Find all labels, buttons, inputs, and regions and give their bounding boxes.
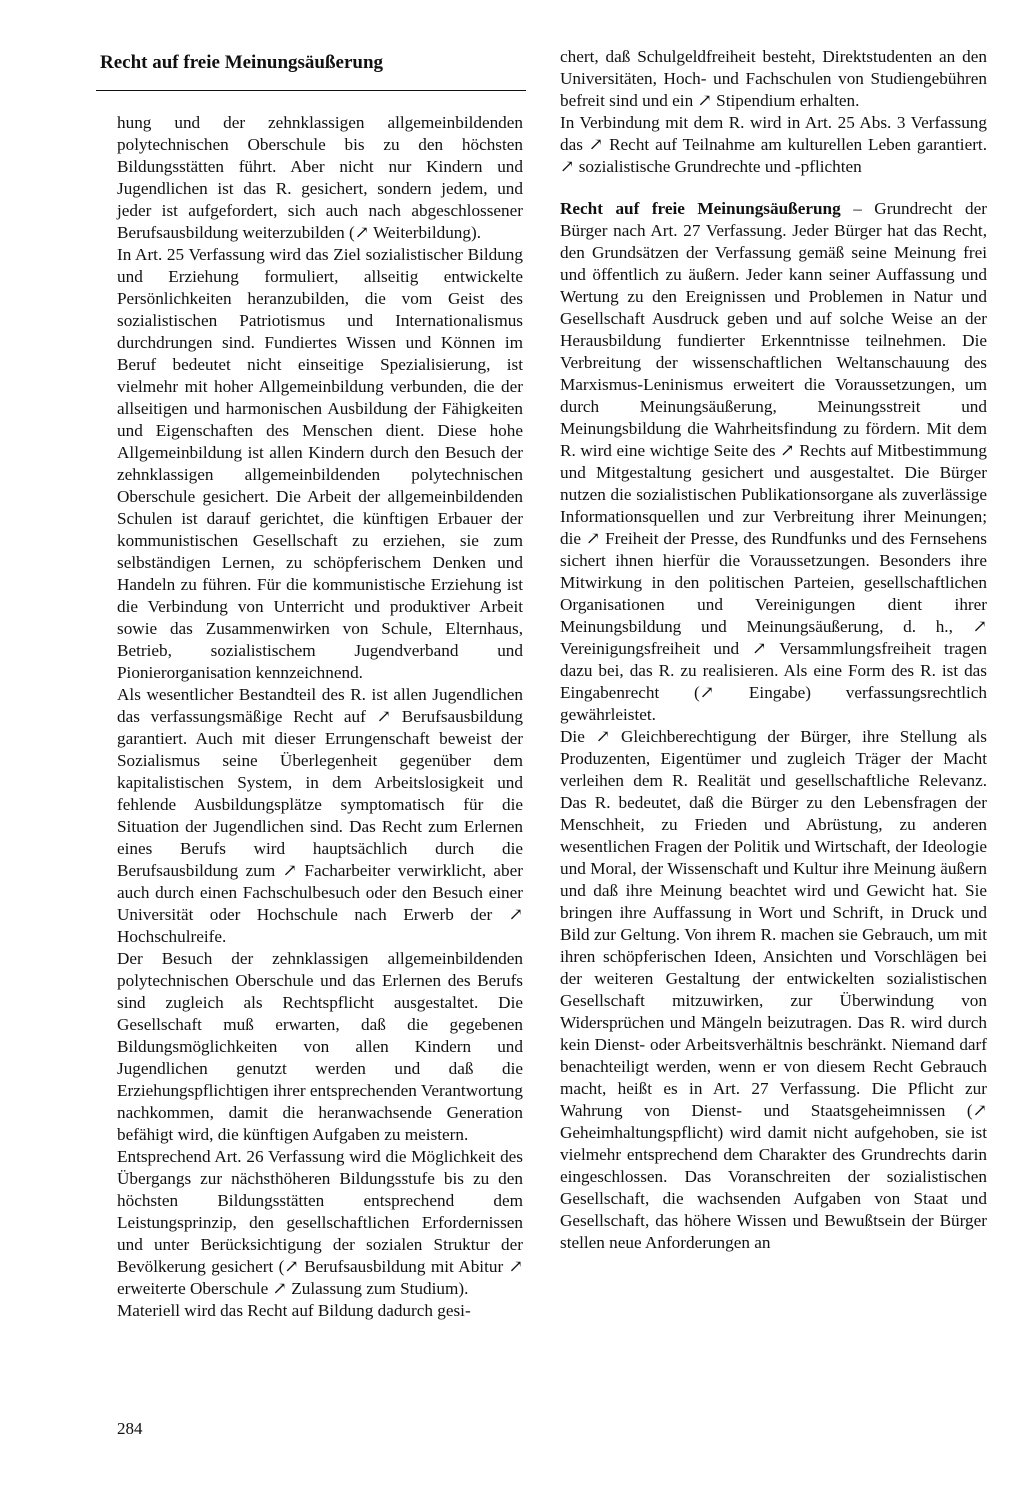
page-number: 284	[117, 1419, 143, 1438]
right-column	[560, 46, 987, 1254]
header-rule	[96, 90, 526, 91]
paragraph: Die ↗ Gleichberechtigung der Bürger, ihre Stellung als Produzenten, Eigentümer und zugleich Träger der Macht verleihen dem R. Realität und gesellschaftliche Relevanz. Das R. bedeutet, daß die Bürger zu den Lebensfragen der Menschheit, zu Frieden und Abrüstung, zu anderen wesentlichen Fragen der Politik und Wirtschaft, der Ideologie und Moral, der Wissenschaft und Kultur ihre Meinung äußern und daß ihre Meinung beachtet wird und Gewicht hat. Sie bringen ihre Auffassung in Wort und Schrift, in Druck und Bild zur Geltung. Von ihrem R. machen sie Gebrauch, um mit ihren schöpferischen Ideen, Ansichten und Vorschlägen bei der weiteren Gestaltung der entwickelten sozialistischen Gesellschaft mitzuwirken, zur Überwindung von Widersprüchen und Mängeln beizutragen. Das R. wird durch kein Dienst- oder Arbeitsverhältnis beschränkt. Niemand darf benachteiligt werden, wenn er von diesem Recht Gebrauch macht, heißt es in Art. 27 Verfassung. Die Pflicht zur Wahrung von Dienst- und Staatsgeheimnissen (↗ Geheimhaltungspflicht) wird damit nicht aufgehoben, sie ist vielmehr entsprechend dem Charakter des Grundrechts darin eingeschlossen. Das Voranschreiten der sozialistischen Gesellschaft, die wachsenden Aufgaben von Staat und Gesellschaft, das höhere Wissen und Bewußtsein der Bürger stellen neue Anforderungen an	[560, 727, 987, 1252]
paragraph: Der Besuch der zehnklassigen allgemeinbildenden polytechnischen Oberschule und das Erlernen des Berufs sind zugleich als Rechtspflicht ausgestaltet. Die Gesellschaft muß erwarten, daß die gegebenen Bildungsmöglichkeiten von allen Kindern und Jugendlichen genutzt werden und daß die Erziehungspflichtigen ihrer entsprechenden Verantwortung nachkommen, damit die heranwachsende Generation befähigt wird, die künftigen Aufgaben zu meistern.	[117, 949, 523, 1144]
running-header	[100, 50, 524, 76]
entry-text: – Grundrecht der Bürger nach Art. 27 Verfassung. Jeder Bürger hat das Recht, den Grundsätzen der Verfassung gemäß seine Meinung frei und öffentlich zu äußern. Jeder kann seiner Auffassung und Wertung zu den Ereignissen und Problemen in Natur und Gesellschaft Ausdruck geben und auf solche Weise an der Herausbildung fundierter Erkenntnisse teilnehmen. Die Verbreitung der wissenschaftlichen Weltanschauung des Marxismus-Leninismus erweitert die Voraussetzungen, um durch Meinungsäußerung, Meinungsstreit und Meinungsbildung die Wahrheitsfindung zu fördern. Mit dem R. wird eine wichtige Seite des ↗ Rechts auf Mitbestimmung und Mitgestaltung gesichert und ausgestaltet. Die Bürger nutzen die sozialistischen Publikationsorgane als zuverlässige Informationsquellen und zur Verbreitung ihrer Meinungen; die ↗ Freiheit der Presse, des Rundfunks und des Fernsehens sichert ihnen hierfür die Voraussetzungen. Besonders ihre Mitwirkung in den politischen Parteien, gesellschaftlichen Organisationen und Vereinigungen dient ihrer Meinungsbildung und Meinungsäußerung, d. h., ↗ Vereinigungsfreiheit und ↗ Versammlungsfreiheit tragen dazu bei, das R. zu realisieren. Als eine Form des R. ist das Eingabenrecht (↗ Eingabe) verfassungsrechtlich gewährleistet.	[560, 199, 988, 724]
entry-lemma: Recht auf freie Meinungsäußerung	[560, 199, 841, 218]
paragraph: In Verbindung mit dem R. wird in Art. 25 Abs. 3 Verfassung das ↗ Recht auf Teilnahme am kulturellen Leben garantiert. ↗ sozialistische Grundrechte und -pflichten	[560, 113, 987, 176]
paragraph: hung und der zehnklassigen allgemeinbildenden polytechnischen Oberschule bis zu den höchsten Bildungsstätten führt. Aber nicht nur Kindern und Jugendlichen ist das R. gesichert, sondern jedem, und jeder ist aufgefordert, sich auch nach abgeschlossener Berufsausbildung weiterzubilden (↗ Weiterbildung).	[117, 113, 523, 242]
paragraph: chert, daß Schulgeldfreiheit besteht, Direktstudenten an den Universitäten, Hoch- und Fachschulen von Studiengebühren befreit sind und ein ↗ Stipendium erhalten.	[560, 47, 987, 110]
paragraph: Materiell wird das Recht auf Bildung dadurch gesi-	[117, 1301, 471, 1320]
paragraph: Als wesentlicher Bestandteil des R. ist allen Jugendlichen das verfassungsmäßige Recht auf ↗ Berufsausbildung garantiert. Auch mit dieser Errungenschaft beweist der Sozialismus seine Überlegenheit gegenüber dem kapitalistischen System, in dem Arbeitslosigkeit und fehlende Ausbildungsplätze symptomatisch für die Situation der Jugendlichen sind. Das Recht zum Erlernen eines Berufs wird hauptsächlich durch die Berufsausbildung zum ↗ Facharbeiter verwirklicht, aber auch durch einen Fachschulbesuch oder den Besuch einer Universität oder Hochschule nach Erwerb der ↗ Hochschulreife.	[117, 685, 523, 946]
running-header-title: Recht auf freie Meinungsäußerung	[100, 52, 384, 73]
paragraph: In Art. 25 Verfassung wird das Ziel sozialistischer Bildung und Erziehung formuliert, allseitig entwickelte Persönlichkeiten heranzubilden, die vom Geist des sozialistischen Patriotismus und Internationalismus durchdrungen sind. Fundiertes Wissen und Können im Beruf bedeutet nicht einseitige Spezialisierung, ist vielmehr mit hoher Allgemeinbildung verbunden, die der allseitigen und harmonischen Ausbildung der Fähigkeiten und Eigenschaften des Menschen dient. Diese hohe Allgemeinbildung ist allen Kindern durch den Besuch der zehnklassigen allgemeinbildenden polytechnischen Oberschule gesichert. Die Arbeit der allgemeinbildenden Schulen ist darauf gerichtet, die künftigen Erbauer der kommunistischen Gesellschaft zu erziehen, sie zum selbständigen Lernen, zu schöpferischem Denken und Handeln zu führen. Für die kommunistische Erziehung ist die Verbindung von Unterricht und produktiver Arbeit sowie das Zusammenwirken von Schule, Elternhaus, Betrieb, sozialistischem Jugendverband und Pionierorganisation kennzeichnend.	[117, 245, 523, 682]
left-column	[117, 112, 523, 1322]
paragraph: Entsprechend Art. 26 Verfassung wird die Möglichkeit des Übergangs zur nächsthöheren Bildungsstufe bis zu den höchsten Bildungsstätten entsprechend dem Leistungsprinzip, den gesellschaftlichen Erfordernissen und unter Berücksichtigung der sozialen Struktur der Bevölkerung gesichert (↗ Berufsausbildung mit Abitur ↗ erweiterte Oberschule ↗ Zulassung zum Studium).	[117, 1147, 523, 1298]
dictionary-entry	[560, 198, 987, 726]
